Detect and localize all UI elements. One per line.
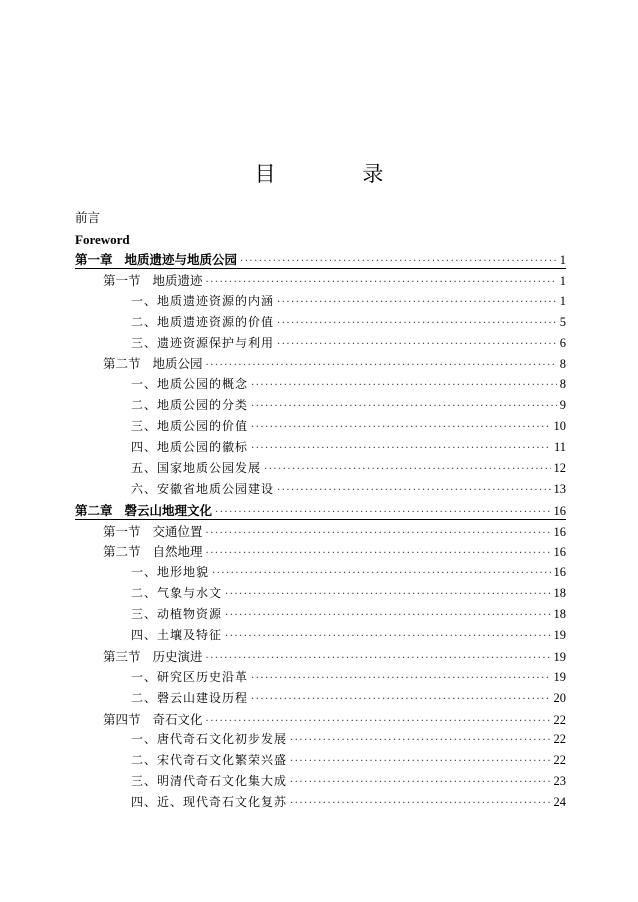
dot-leader [225, 631, 550, 642]
toc-entry-title: 四、地质公园的徽标 [131, 440, 249, 455]
toc-entry-item[interactable] [75, 626, 566, 647]
toc-entry-page: 11 [553, 440, 566, 455]
dot-leader [206, 716, 551, 727]
toc-entry-number: 第一节 [103, 272, 141, 288]
toc-entry-item[interactable] [75, 334, 566, 355]
dot-leader [290, 798, 550, 809]
toc-entry-item[interactable] [75, 313, 566, 334]
toc-entry-page: 19 [553, 649, 566, 664]
dot-leader [215, 507, 550, 518]
toc-entry-item[interactable] [75, 584, 566, 605]
dot-leader [290, 777, 550, 788]
toc-entry-item[interactable] [75, 438, 566, 459]
toc-entry-section[interactable] [75, 710, 566, 731]
toc-entry-page: 16 [553, 545, 566, 560]
toc-entry-number: 第三节 [103, 648, 141, 664]
dot-leader [277, 318, 557, 329]
toc-entry-item[interactable] [75, 417, 566, 438]
toc-entry-page: 22 [553, 753, 566, 768]
toc-entry-page: 1 [559, 293, 566, 308]
chapter-underline [75, 268, 566, 269]
toc-entry-page: 12 [553, 460, 566, 475]
dot-leader [251, 673, 550, 684]
toc-entry-number: 第一节 [103, 523, 141, 539]
toc-entry-title: 二、气象与水文 [131, 586, 223, 601]
toc-entry-title: 自然地理 [152, 544, 203, 560]
toc-entry-page: 20 [553, 690, 566, 705]
toc-entry-page: 16 [553, 565, 566, 580]
toc-entry-title: 五、国家地质公园发展 [131, 460, 262, 475]
dot-leader [206, 528, 551, 539]
toc-list [75, 250, 566, 814]
toc-entry-title: 三、明清代奇石文化集大成 [131, 774, 288, 789]
toc-entry-item[interactable] [75, 772, 566, 793]
toc-entry-number: 第二节 [103, 356, 141, 372]
dot-leader [277, 485, 550, 496]
dot-leader [206, 548, 551, 559]
toc-front-preface[interactable]: 前言 [75, 210, 101, 225]
toc-entry-page: 24 [553, 795, 566, 810]
toc-entry-page: 16 [553, 503, 566, 518]
toc-entry-title: 六、安徽省地质公园建设 [131, 481, 275, 496]
dot-leader [251, 380, 557, 391]
toc-entry-item[interactable] [75, 793, 566, 814]
toc-entry-title: 二、地质公园的分类 [131, 398, 249, 413]
toc-front-foreword[interactable]: Foreword [75, 232, 130, 247]
toc-entry-number: 第二章 [75, 502, 113, 518]
toc-entry-title: 二、地质遗迹资源的价值 [131, 314, 275, 329]
toc-entry-title: 一、地质公园的概念 [131, 377, 249, 392]
toc-entry-page: 9 [559, 398, 566, 413]
toc-entry-number: 第四节 [103, 711, 141, 727]
toc-entry-title: 二、宋代奇石文化繁荣兴盛 [131, 753, 288, 768]
toc-entry-page: 8 [559, 357, 566, 372]
toc-entry-item[interactable] [75, 396, 566, 417]
dot-leader [251, 443, 551, 454]
toc-entry-title: 一、地质遗迹资源的内涵 [131, 293, 275, 308]
toc-entry-section[interactable] [75, 522, 566, 543]
toc-entry-title: 四、近、现代奇石文化复苏 [131, 795, 288, 810]
dot-leader [290, 735, 550, 746]
toc-entry-title: 交通位置 [152, 523, 203, 539]
toc-entry-page: 19 [553, 628, 566, 643]
toc-entry-item[interactable] [75, 292, 566, 313]
toc-entry-page: 13 [553, 481, 566, 496]
toc-entry-number: 第二节 [103, 544, 141, 560]
toc-entry-item[interactable] [75, 605, 566, 626]
toc-entry-item[interactable] [75, 480, 566, 501]
toc-entry-page: 16 [553, 524, 566, 539]
dot-leader [225, 610, 550, 621]
chapter-underline [75, 519, 566, 520]
toc-entry-section[interactable] [75, 647, 566, 668]
dot-leader [206, 360, 557, 371]
toc-entry-item[interactable] [75, 563, 566, 584]
toc-entry-title: 四、土壤及特征 [131, 628, 223, 643]
dot-leader [264, 464, 550, 475]
toc-entry-title: 地质遗迹与地质公园 [124, 252, 238, 267]
toc-entry-item[interactable] [75, 459, 566, 480]
toc-entry-item[interactable] [75, 375, 566, 396]
toc-entry-page: 1 [559, 253, 566, 267]
toc-entry-page: 18 [553, 586, 566, 601]
toc-entry-title: 磬云山地理文化 [124, 502, 213, 518]
dot-leader [206, 277, 557, 288]
dot-leader [251, 422, 550, 433]
toc-entry-section[interactable] [75, 271, 566, 292]
toc-entry-item[interactable] [75, 668, 566, 689]
toc-entry-title: 历史演进 [152, 648, 203, 664]
toc-entry-title: 三、动植物资源 [131, 607, 223, 622]
toc-entry-title: 一、研究区历史沿革 [131, 669, 249, 684]
dot-leader [277, 339, 557, 350]
toc-entry-number: 第一章 [75, 252, 113, 267]
toc-entry-page: 19 [553, 669, 566, 684]
dot-leader [206, 653, 551, 664]
toc-entry-title: 二、磬云山建设历程 [131, 690, 249, 705]
dot-leader [212, 568, 550, 579]
toc-title: 目 录 [254, 162, 424, 186]
dot-leader [290, 756, 550, 767]
toc-entry-title: 三、遗迹资源保护与利用 [131, 335, 275, 350]
toc-entry-title: 地质公园 [152, 356, 203, 372]
toc-entry-page: 6 [559, 335, 566, 350]
toc-entry-title: 奇石文化 [152, 711, 203, 727]
toc-entry-section[interactable] [75, 542, 566, 563]
toc-entry-item[interactable] [75, 730, 566, 751]
toc-entry-page: 5 [559, 314, 566, 329]
toc-entry-page: 18 [553, 607, 566, 622]
toc-entry-title: 三、地质公园的价值 [131, 419, 249, 434]
toc-entry-page: 23 [553, 774, 566, 789]
toc-entry-section[interactable] [75, 354, 566, 375]
toc-entry-page: 22 [553, 712, 566, 727]
toc-entry-title: 一、地形地貌 [131, 565, 210, 580]
dot-leader [251, 401, 557, 412]
toc-entry-page: 10 [553, 419, 566, 434]
toc-entry-item[interactable] [75, 689, 566, 710]
toc-entry-page: 22 [553, 732, 566, 747]
toc-entry-item[interactable] [75, 751, 566, 772]
toc-entry-page: 8 [559, 377, 566, 392]
toc-entry-title: 地质遗迹 [152, 272, 203, 288]
dot-leader [240, 256, 557, 267]
toc-entry-page: 1 [559, 273, 566, 288]
dot-leader [251, 694, 550, 705]
dot-leader [277, 297, 557, 308]
dot-leader [225, 589, 550, 600]
toc-entry-title: 一、唐代奇石文化初步发展 [131, 732, 288, 747]
